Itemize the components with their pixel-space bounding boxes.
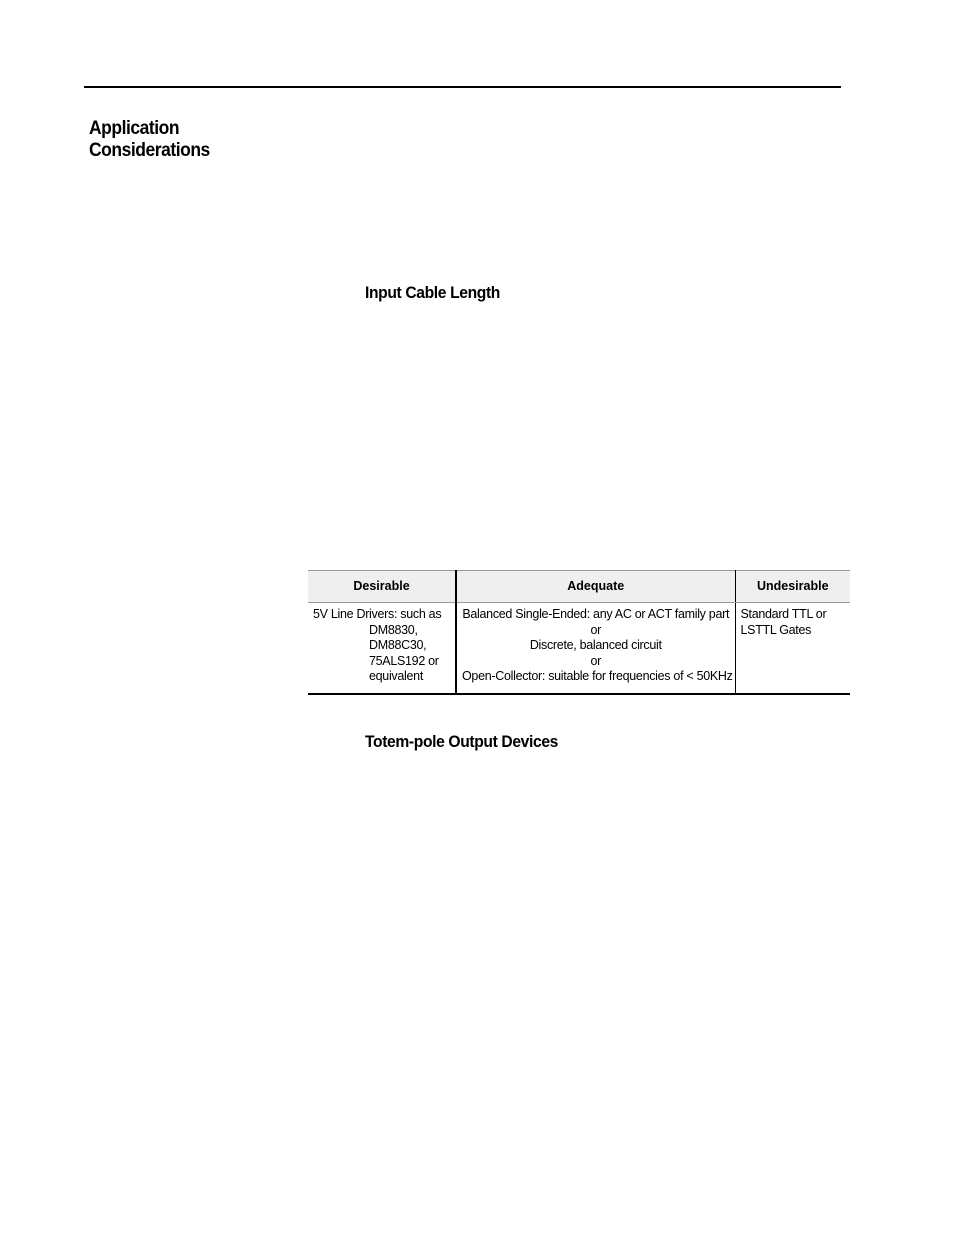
cell-adequate [456,603,735,694]
table-header-row [308,571,850,603]
header-rule [84,86,841,88]
adequate-line: Balanced Single-Ended: any AC or ACT family part [462,607,730,621]
table-row [308,603,850,694]
cell-undesirable [735,603,850,694]
subheading-input-cable-length: Input Cable Length [365,283,500,302]
subheading-totem-pole-output-devices: Totem-pole Output Devices [365,732,558,751]
adequate-line: Open-Collector: suitable for frequencies of < 50KHz [462,669,733,683]
section-title [89,118,273,162]
desirable-item: DM88C30, [369,638,427,652]
adequate-line: Discrete, balanced circuit [529,638,662,652]
adequate-line: or [590,622,601,637]
undesirable-line: LSTTL Gates [740,622,812,637]
desirable-lead: 5V Line Drivers: such as [313,607,442,621]
header-adequate: Adequate [456,571,735,603]
undesirable-line: Standard TTL or [740,607,827,621]
header-desirable: Desirable [308,571,456,603]
section-title-line-2: Considerations [89,140,210,161]
desirable-item: 75ALS192 or [369,653,439,668]
adequate-line: or [590,653,601,668]
desirable-item: equivalent [369,669,423,683]
output-device-table [308,570,850,695]
section-title-line-1: Application [89,118,180,139]
header-undesirable: Undesirable [735,571,850,603]
desirable-item: DM8830, [369,622,418,637]
cell-desirable [308,603,456,694]
